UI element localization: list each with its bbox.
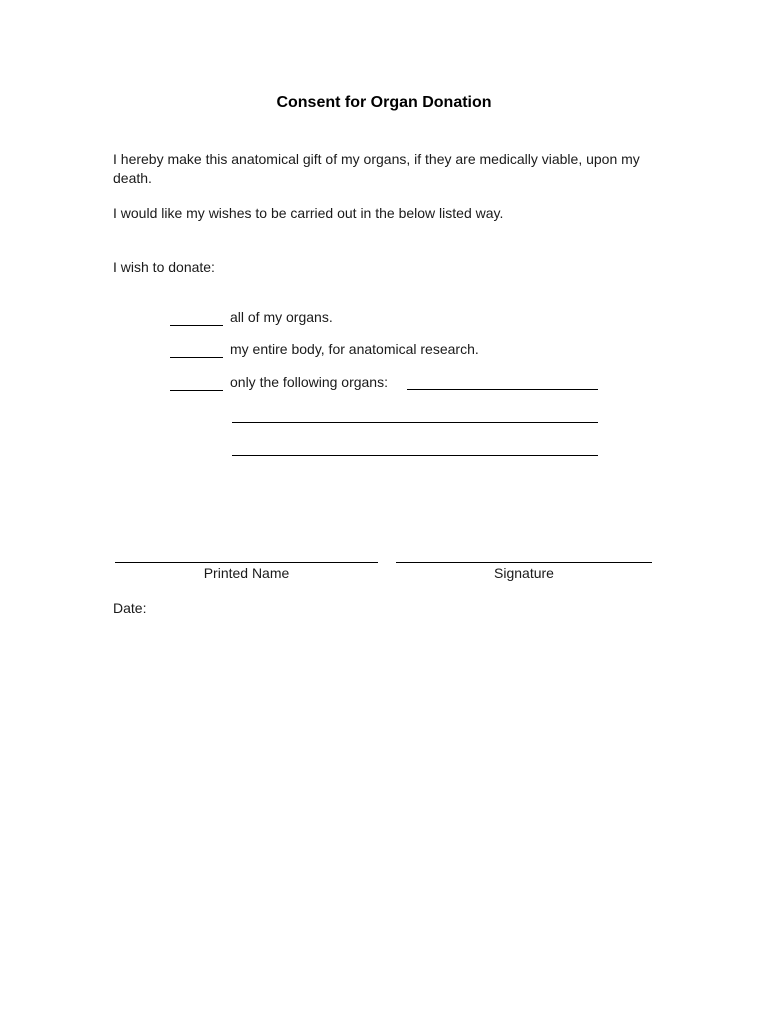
organ-list-line[interactable] <box>407 389 598 390</box>
option-blank[interactable] <box>170 390 223 391</box>
printed-name-line[interactable] <box>115 562 378 563</box>
organ-list-line[interactable] <box>232 422 598 423</box>
wishes-statement: I would like my wishes to be carried out in the below listed way. <box>113 205 504 221</box>
option-label: my entire body, for anatomical research. <box>230 341 479 357</box>
option-blank[interactable] <box>170 357 223 358</box>
organ-list-line[interactable] <box>232 455 598 456</box>
consent-statement: I hereby make this anatomical gift of my organs, if they are medically viable, upon my death. <box>113 151 640 186</box>
donate-heading: I wish to donate: <box>113 259 215 275</box>
signature-line[interactable] <box>396 562 652 563</box>
option-label: all of my organs. <box>230 309 333 325</box>
document-title: Consent for Organ Donation <box>276 94 492 111</box>
option-label: only the following organs: <box>230 374 388 390</box>
signature-label: Signature <box>494 565 554 581</box>
printed-name-label: Printed Name <box>203 565 290 581</box>
date-label: Date: <box>113 600 147 616</box>
option-blank[interactable] <box>170 325 223 326</box>
